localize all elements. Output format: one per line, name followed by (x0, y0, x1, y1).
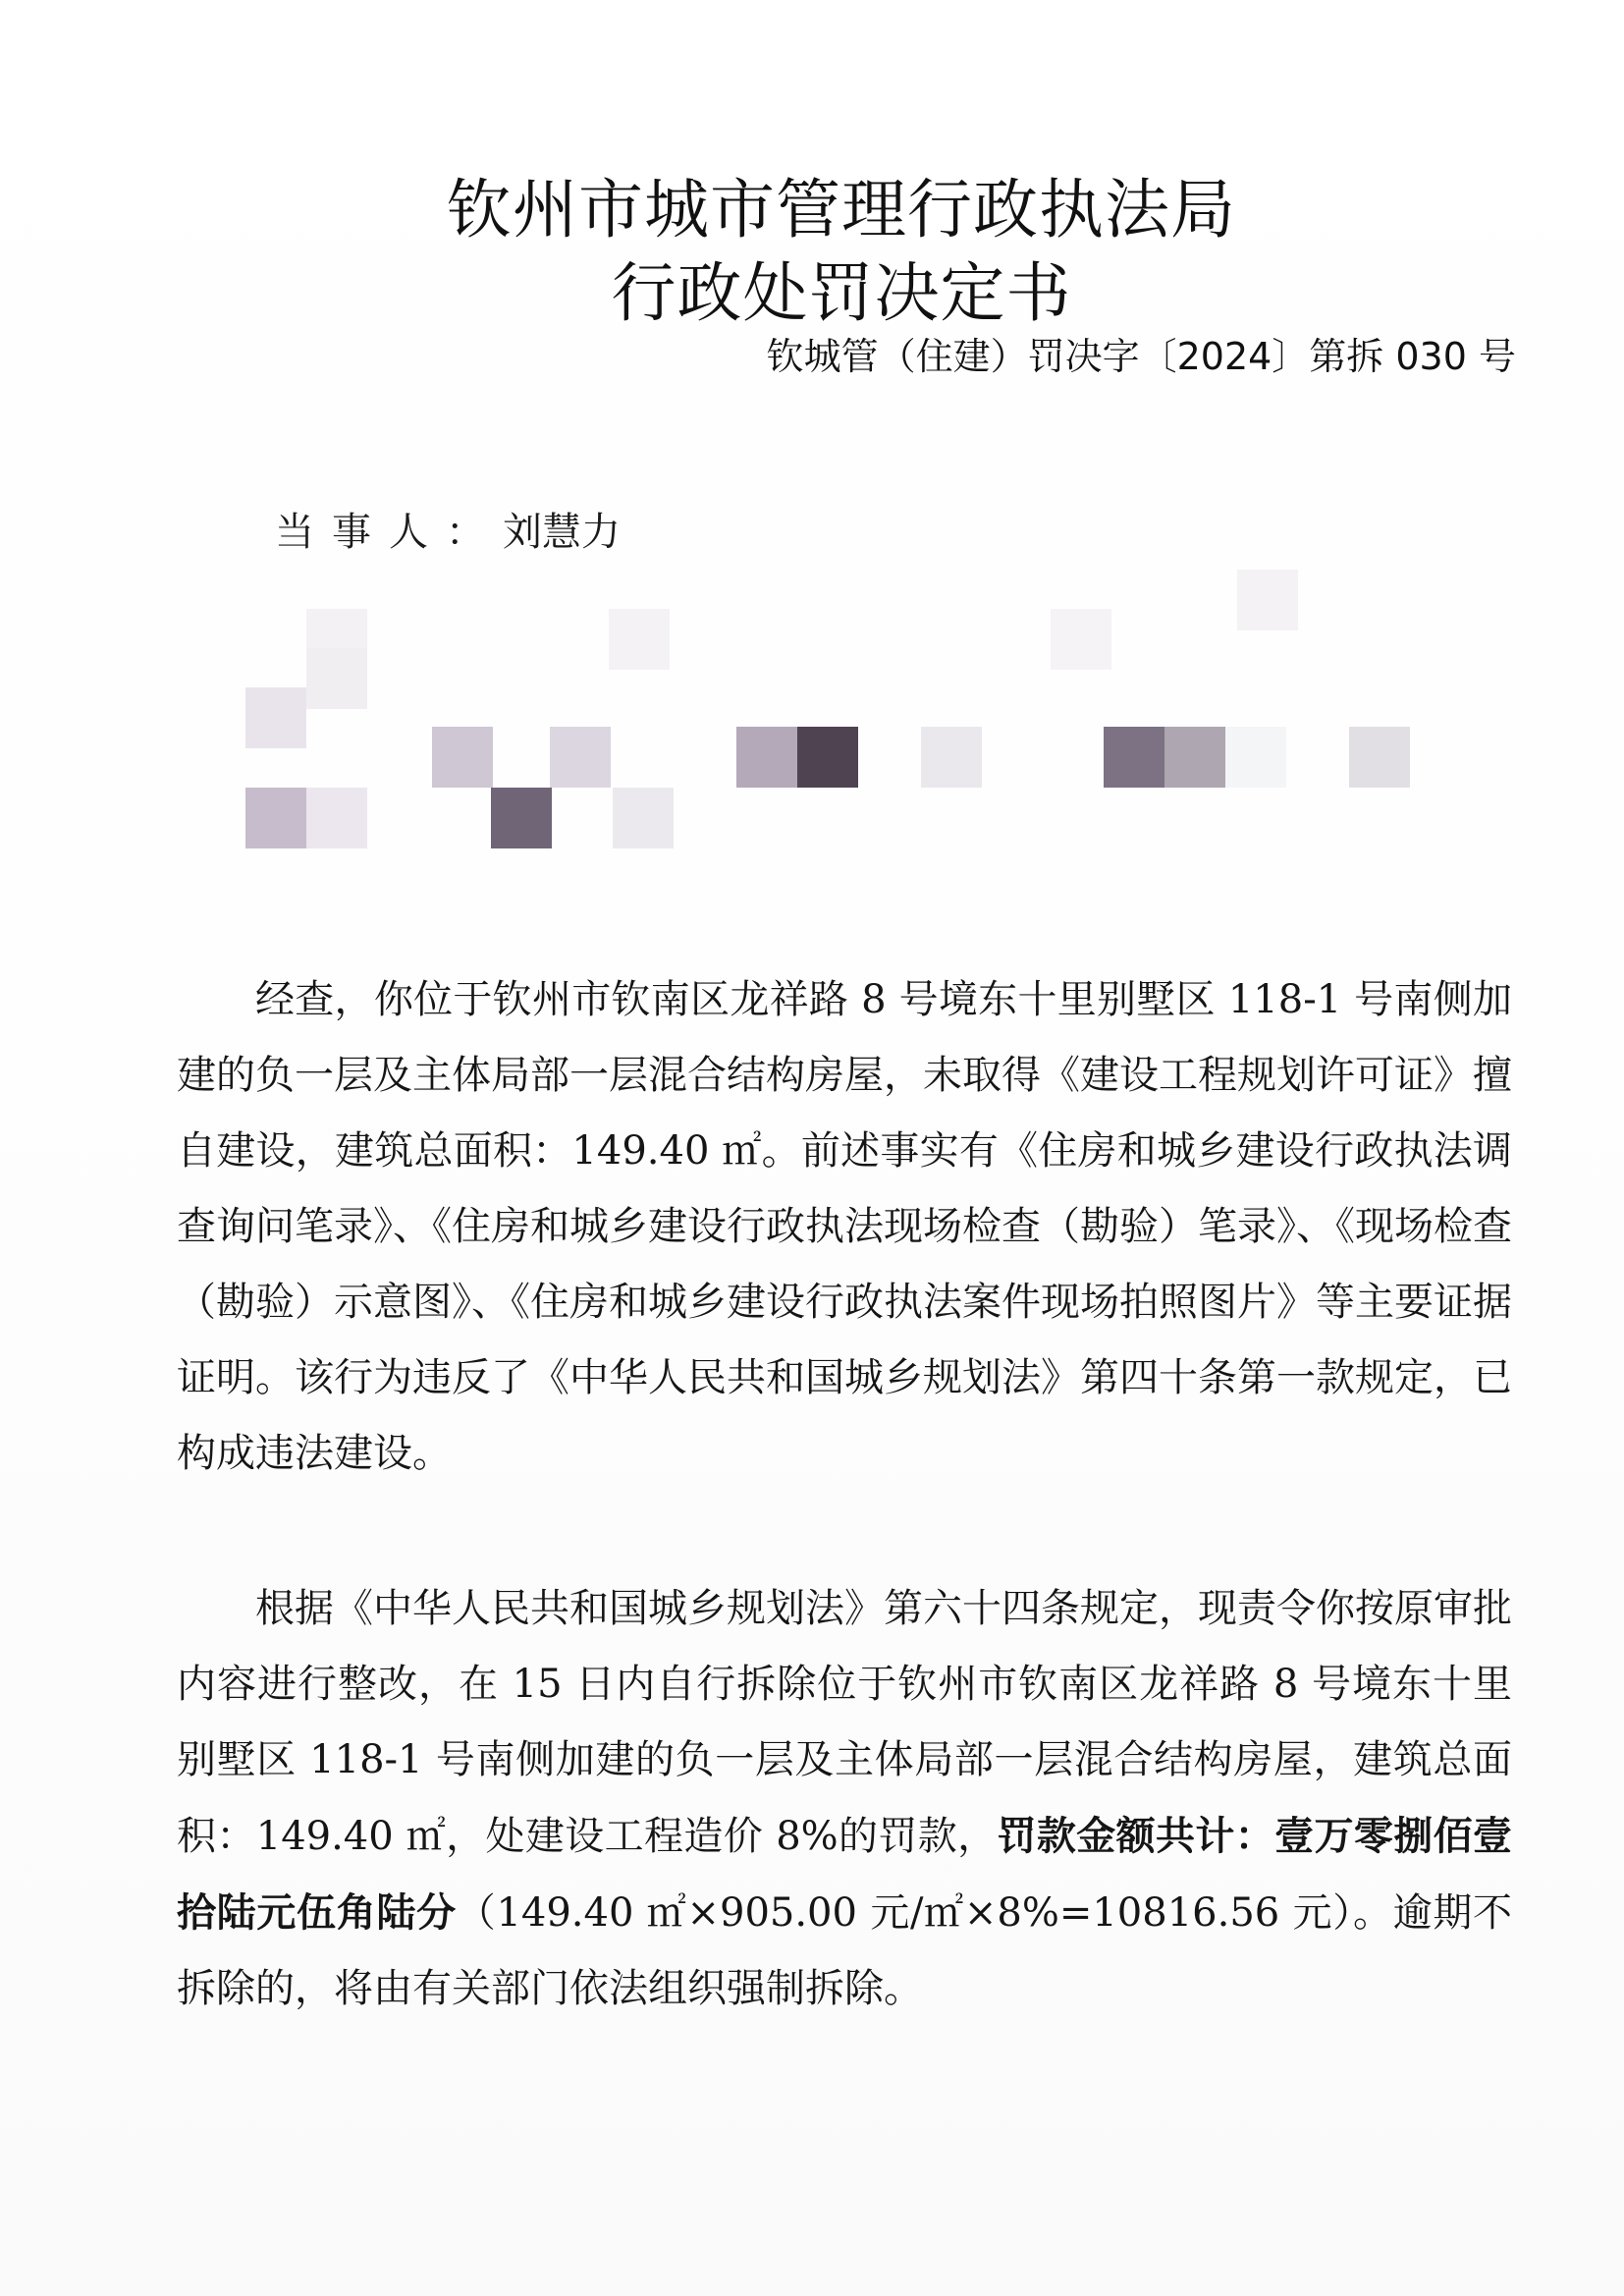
investigation-paragraph (177, 962, 1512, 1492)
decision-text-a: 根据《中华人民共和国城乡规划法》第六十四条规定，现责令你按原审批内容进行整改，在 15 日内自行拆除位于钦州市钦南区龙祥路 8 号境东十里别墅区 118-1 号南侧加建的负一层及主体局部一层混合结构房屋，建筑总面积：149.40 ㎡，处建设工程造价 8%的罚款， (177, 1586, 1512, 1859)
document-number: 钦城管（住建）罚决字〔2024〕第拆 030 号 (766, 335, 1516, 378)
fine-amount-text: 罚款金额共计：壹万零捌佰壹拾陆元伍角陆分 (177, 1813, 1513, 1936)
document-title-line2: 行政处罚决定书 (611, 255, 1072, 331)
paragraph-decision (177, 1571, 1512, 2027)
decision-paragraph (177, 1571, 1512, 2027)
party-name: 刘慧力 (503, 510, 621, 555)
paragraph-findings: 经查，你位于钦州市钦南区龙祥路 8 号境东十里别墅区 118-1 号南侧加建的负一层及主体局部一层混合结构房屋，未取得《建设工程规划许可证》擅自建设，建筑总面积：149.40 ㎡。前述事实有《住房和城乡建设行政执法调查询问笔录》、《住房和城乡建设行政执法现场检查（勘验）笔录》、《现场检查（勘验）示意图》、《住房和城乡建设行政执法案件现场拍照图片》等主要证据证明。该行为违反了《中华人民共和国城乡规划法》第四十条第一款规定，已构成违法建设。 (177, 977, 1512, 1476)
party-line (275, 501, 621, 557)
document-title-line1: 钦州市城市管理行政执法局 (447, 172, 1236, 247)
decision-text-b: （149.40 ㎡×905.00 元/㎡×8%=10816.56 元）。逾期不拆除的，将由有关部门依法组织强制拆除。 (177, 1890, 1513, 2011)
party-label: 当事人： (275, 510, 503, 555)
